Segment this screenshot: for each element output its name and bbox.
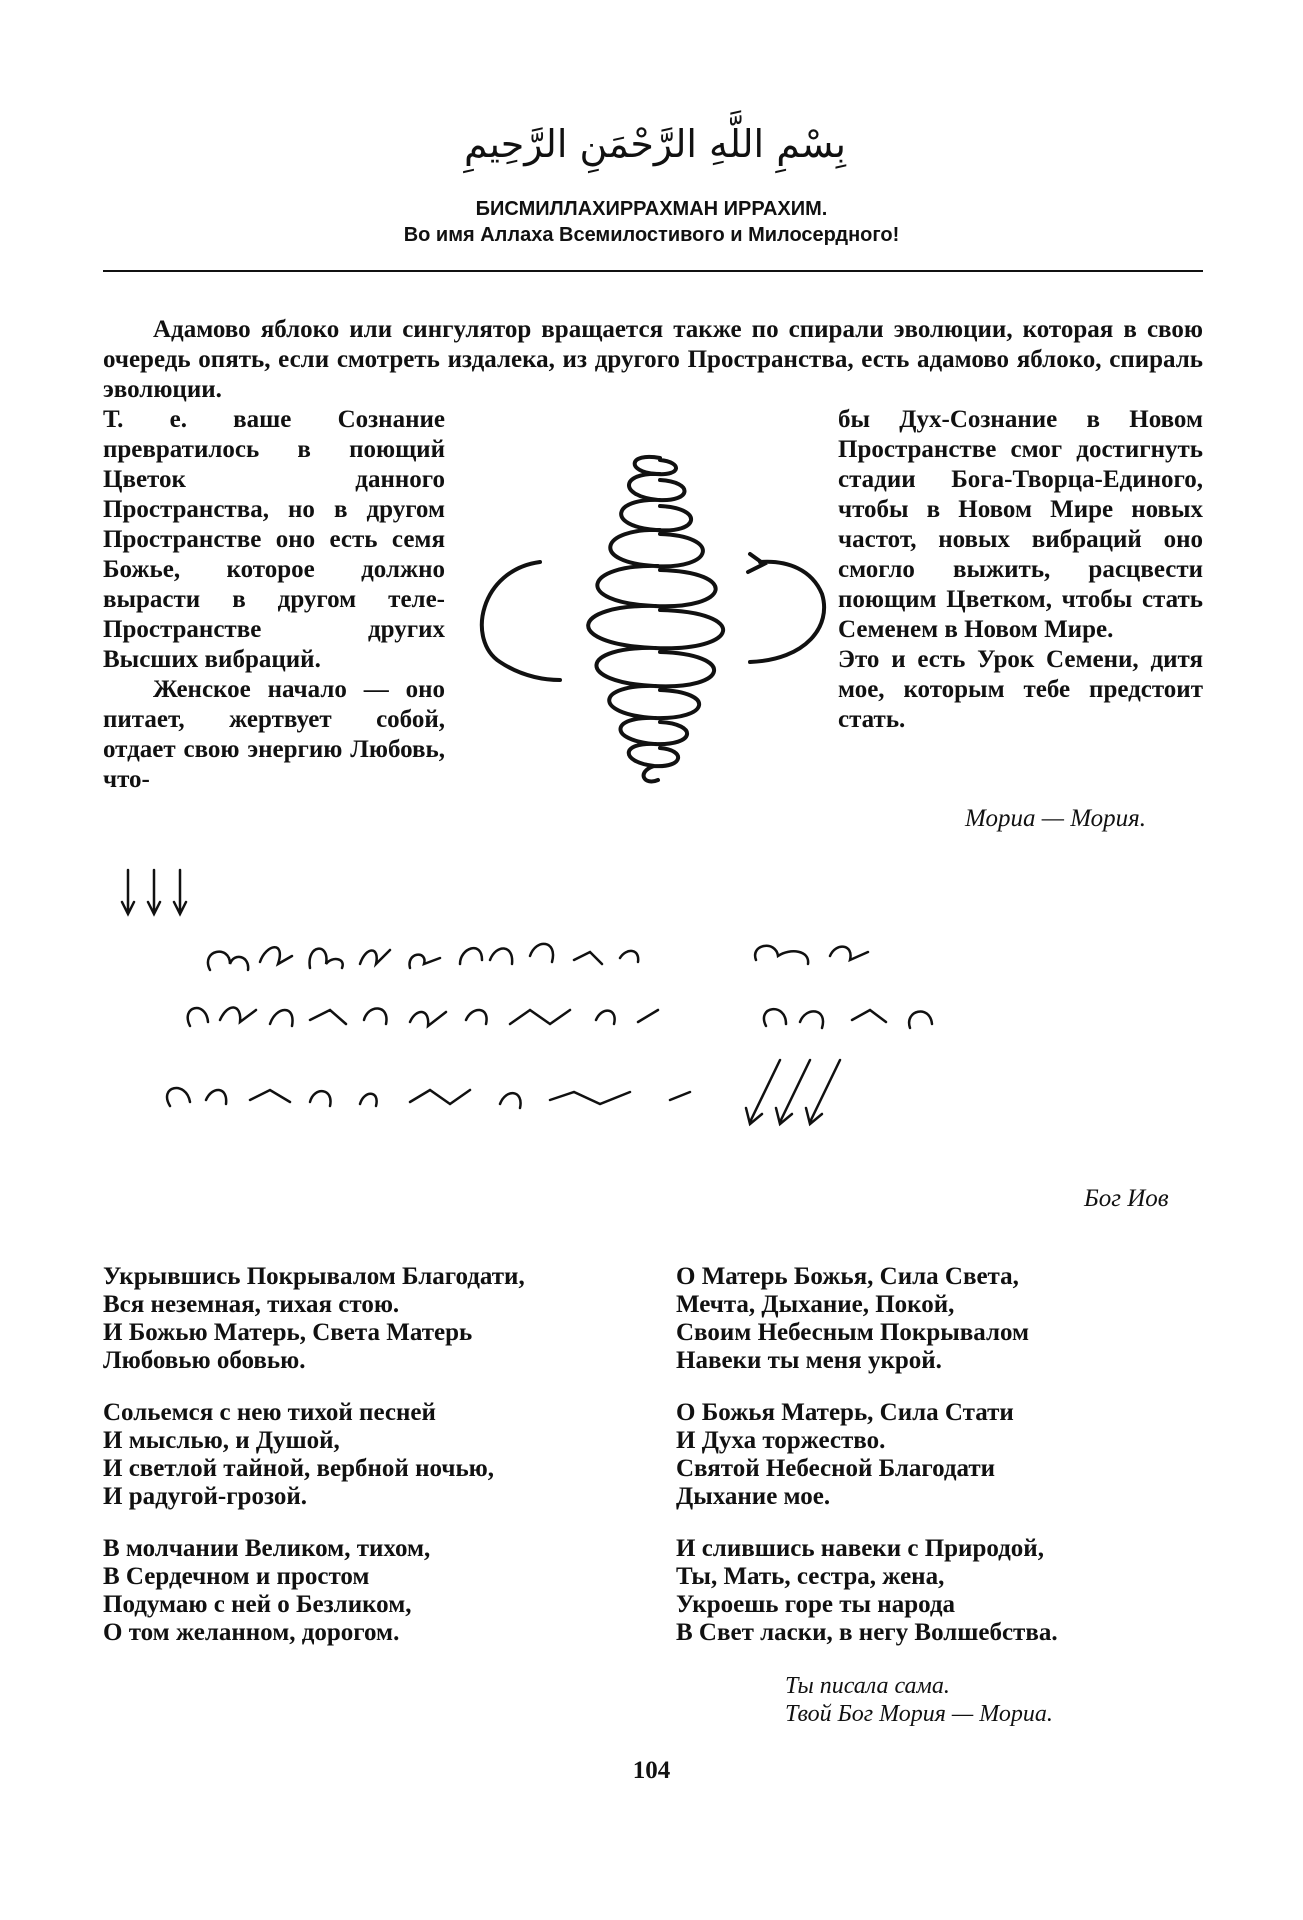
- intro-paragraph: [103, 315, 1203, 405]
- basmala-text: بِسْمِ اللَّهِ الرَّحْمَنِ الرَّحِيمِ: [464, 122, 846, 166]
- poem-line: И Божью Матерь, Света Матерь: [103, 1319, 473, 1346]
- poem-line: Сольемся с нею тихой песней: [103, 1399, 436, 1426]
- poem-line: Укроешь горе ты народа: [676, 1591, 956, 1618]
- poem-line: О Божья Матерь, Сила Стати: [676, 1399, 1014, 1426]
- left-bracket: [482, 562, 560, 680]
- poem-right-column: [676, 1263, 1058, 1671]
- poem-line: Святой Небесной Благодати: [676, 1455, 996, 1482]
- script-line-2: [188, 1007, 932, 1028]
- stanza: [676, 1535, 1058, 1647]
- left-paragraph-2: Женское начало — оно питает, жертвует собой, отдает свою энергию Любовь, что-: [103, 676, 445, 793]
- poem-line: В Сердечном и простом: [103, 1563, 370, 1590]
- arrow-head: [748, 554, 764, 572]
- closing-line-2: Твой Бог Мория — Мориа.: [785, 1701, 1053, 1727]
- signature-moria: Мориа — Мория.: [965, 805, 1147, 832]
- right-column: [838, 405, 1203, 735]
- poem-line: Мечта, Дыхание, Покой,: [676, 1291, 955, 1318]
- diagonal-arrows-icon: [746, 1060, 840, 1124]
- intro-text: Адамово яблоко или сингулятор вращается также по спирали эволюции, которая в свою очередь опять, если смотреть издалека, из другого Пространства, есть адамово яблоко, спираль эволюции.: [103, 316, 1203, 403]
- poem-line: Укрывшись Покрывалом Благодати,: [103, 1263, 525, 1290]
- poem-line: И Духа торжество.: [676, 1427, 886, 1454]
- header-divider: [103, 270, 1203, 272]
- spiral-drawing: [460, 430, 840, 800]
- poem-line: И слившись навеки с Природой,: [676, 1535, 1044, 1562]
- poem-line: О Матерь Божья, Сила Света,: [676, 1263, 1019, 1290]
- left-column: [103, 405, 445, 795]
- poem-left-column: [103, 1263, 525, 1671]
- poem-line: И мыслью, и Душой,: [103, 1427, 340, 1454]
- poem-line: Ты, Мать, сестра, жена,: [676, 1563, 945, 1590]
- poem-line: Своим Небесным Покрывалом: [676, 1319, 1030, 1346]
- script-line-3: [167, 1088, 690, 1108]
- header-subtitle: Во имя Аллаха Всемилостивого и Милосердного!: [403, 224, 900, 246]
- right-paragraph-2: Это и есть Урок Семени, дитя мое, которым тебе предстоит стать.: [838, 646, 1203, 733]
- header-title: БИСМИЛЛАХИРРАХМАН ИРРАХИМ.: [475, 198, 828, 220]
- poem-line: В Свет ласки, в негу Волшебства.: [676, 1619, 1058, 1646]
- poem-line: Любовью обовью.: [103, 1347, 306, 1374]
- stanza: [676, 1263, 1058, 1375]
- poem-line: Вся неземная, тихая стою.: [103, 1291, 400, 1318]
- closing-signature: [785, 1672, 1053, 1728]
- stanza: [676, 1399, 1058, 1511]
- down-arrows-icon: [122, 870, 186, 914]
- left-paragraph-1: Т. е. ваше Сознание превратилось в поющий Цветок данного Пространства, но в другом Пространстве оно есть семя Божье, которое должно вырасти в другом теле-Пространстве других Высших вибраций.: [103, 406, 445, 673]
- stanza: [103, 1263, 525, 1375]
- poem-line: Дыхание мое.: [676, 1483, 831, 1510]
- script-line-1: [208, 944, 868, 970]
- poem-line: Подумаю с ней о Безликом,: [103, 1591, 412, 1618]
- handwritten-script: [110, 860, 1210, 1200]
- signature-bog-iov: Бог Иов: [1084, 1185, 1169, 1212]
- closing-line-1: Ты писала сама.: [785, 1673, 950, 1699]
- poem-line: О том желанном, дорогом.: [103, 1619, 400, 1646]
- poem-line: И светлой тайной, вербной ночью,: [103, 1455, 495, 1482]
- page-number: 104: [632, 1757, 671, 1784]
- poem-line: Навеки ты меня укрой.: [676, 1347, 942, 1374]
- arabic-basmala: [464, 105, 846, 185]
- stanza: [103, 1535, 525, 1647]
- right-arrow-curve: [750, 562, 824, 662]
- right-paragraph-1: бы Дух-Сознание в Новом Пространстве смог достигнуть стадии Бога-Творца-Единого, чтобы в Новом Мире новых частот, новых вибраций оно смогло выжить, расцвести поющим Цветком, чтобы стать Семенем в Новом Мире.: [838, 406, 1203, 643]
- spiral-coil: [588, 457, 723, 782]
- poem-line: И радугой-грозой.: [103, 1483, 308, 1510]
- stanza: [103, 1399, 525, 1511]
- poem-line: В молчании Великом, тихом,: [103, 1535, 431, 1562]
